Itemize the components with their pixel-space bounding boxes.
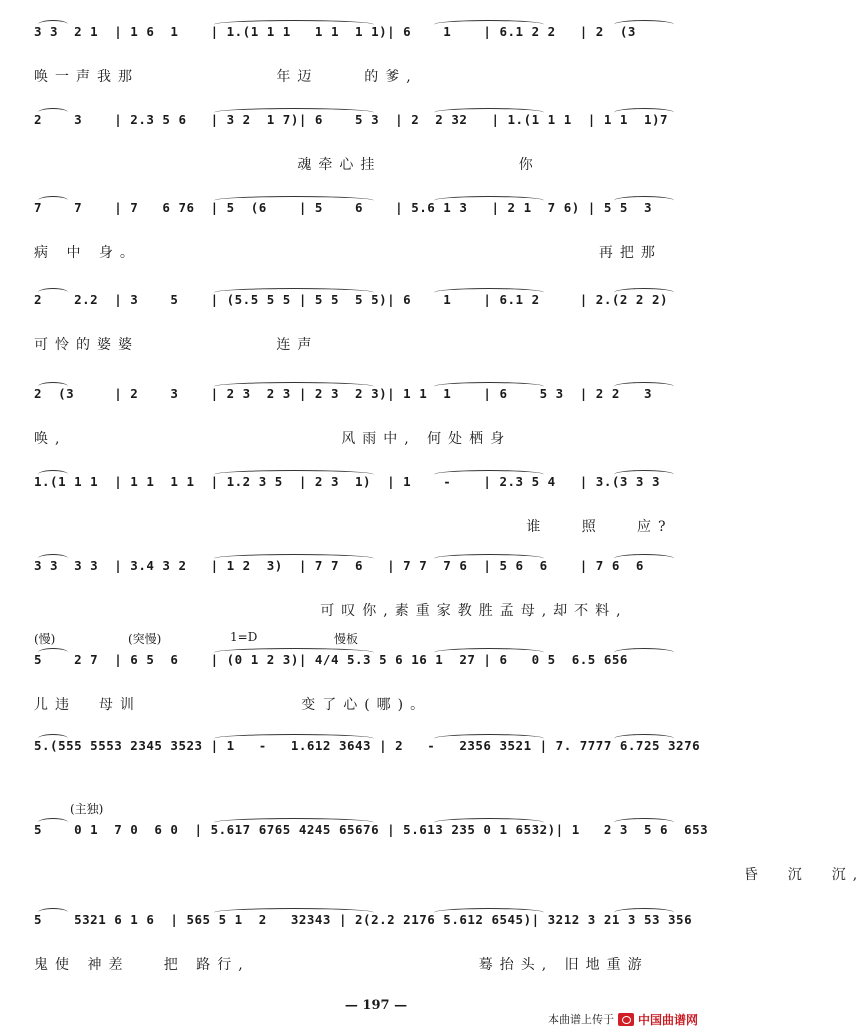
upload-credit: [548, 1010, 748, 1028]
lyrics-line: 可叹你,素重家教胜孟母,却不料,: [34, 603, 628, 619]
slur-mark: [614, 20, 674, 29]
slur-mark: [38, 648, 68, 657]
notation-line: 5 0 1 7 0 6 0 | 5.617 6765 4245 65676 | 5.613 235 0 1 6532)| 1 2 3 5 6 653: [34, 822, 709, 837]
slur-mark: [214, 470, 374, 479]
slur-mark: [214, 196, 374, 205]
slur-mark: [214, 734, 374, 743]
lyrics-line: 病 中 身。 再把那: [34, 245, 662, 261]
notation-line: 1.(1 1 1 | 1 1 1 1 | 1.2 3 5 | 2 3 1) | 1 - | 2.3 5 4 | 3.(3 3 3: [34, 474, 660, 489]
page-number: — 197 —: [344, 998, 408, 1013]
slur-mark: [214, 288, 374, 297]
slur-mark: [434, 648, 544, 657]
lyrics-line: 昏 沉 沉,: [34, 867, 864, 883]
slur-mark: [614, 554, 674, 563]
slur-mark: [214, 108, 374, 117]
slur-mark: [434, 108, 544, 117]
slur-mark: [214, 648, 374, 657]
slur-mark: [214, 382, 374, 391]
slur-mark: [214, 818, 374, 827]
tempo-marking: (突慢): [128, 632, 162, 646]
slur-mark: [614, 196, 674, 205]
slur-mark: [434, 734, 544, 743]
slur-mark: [38, 470, 68, 479]
notation-line: 7 7 | 7 6 76 | 5 (6 | 5 6 | 5.6 1 3 | 2 1 7 6) | 5 5 3: [34, 200, 652, 215]
slur-mark: [614, 734, 674, 743]
slur-mark: [434, 20, 544, 29]
notation-line: 3 3 2 1 | 1 6 1 | 1.(1 1 1 1 1 1 1)| 6 1 | 6.1 2 2 | 2 (3: [34, 24, 636, 39]
tempo-marking: (慢): [34, 632, 56, 646]
slur-mark: [614, 382, 674, 391]
lyrics-line: 可怜的婆婆 连声: [34, 337, 319, 353]
tempo-marking: (主独): [70, 802, 104, 816]
lyrics-line: 谁 照 应?: [34, 519, 673, 535]
slur-mark: [434, 470, 544, 479]
slur-mark: [38, 288, 68, 297]
slur-mark: [214, 908, 374, 917]
notation-line: 5 5321 6 1 6 | 565 5 1 2 32343 | 2(2.2 2176 5.612 6545)| 3212 3 21 3 53 356: [34, 912, 693, 927]
slur-mark: [214, 20, 374, 29]
slur-mark: [38, 20, 68, 29]
notation-line: 2 3 | 2.3 5 6 | 3 2 1 7)| 6 5 3 | 2 2 32 | 1.(1 1 1 | 1 1 1)7: [34, 112, 669, 127]
tempo-marking: 慢板: [334, 632, 359, 646]
slur-mark: [38, 382, 68, 391]
lyrics-line: 魂牵心挂 你: [34, 157, 540, 173]
site-logo-icon: [618, 1013, 634, 1026]
slur-mark: [38, 554, 68, 563]
notation-line: 5 2 7 | 6 5 6 | (0 1 2 3)| 4/4 5.3 5 6 16 1 27 | 6 0 5 6.5 656: [34, 652, 628, 667]
slur-mark: [614, 108, 674, 117]
lyrics-line: [34, 780, 728, 802]
slur-mark: [434, 908, 544, 917]
slur-mark: [614, 470, 674, 479]
slur-mark: [614, 648, 674, 657]
lyrics-line: 儿违 母训 变了心(哪)。: [34, 697, 432, 713]
slur-mark: [214, 554, 374, 563]
site-name: 中国曲谱网: [638, 1012, 699, 1027]
tempo-marking: 1=D: [230, 630, 258, 644]
slur-mark: [434, 382, 544, 391]
slur-mark: [38, 108, 68, 117]
notation-line: 2 2.2 | 3 5 | (5.5 5 5 | 5 5 5 5)| 6 1 | 6.1 2 | 2.(2 2 2): [34, 292, 669, 307]
slur-mark: [38, 818, 68, 827]
notation-line: 2 (3 | 2 3 | 2 3 2 3 | 2 3 2 3)| 1 1 1 | 6 5 3 | 2 2 3: [34, 386, 652, 401]
notation-line: 5.(555 5553 2345 3523 | 1 - 1.612 3643 | 2 - 2356 3521 | 7. 7777 6.725 3276: [34, 738, 701, 753]
slur-mark: [434, 288, 544, 297]
lyrics-line: 唤一声我那 年迈 的爹,: [34, 69, 418, 85]
credit-text: 本曲谱上传于: [548, 1013, 614, 1026]
slur-mark: [434, 196, 544, 205]
slur-mark: [434, 554, 544, 563]
slur-mark: [38, 734, 68, 743]
notation-line: 3 3 3 3 | 3.4 3 2 | 1 2 3) | 7 7 6 | 7 7 7 6 | 5 6 6 | 7 6 6: [34, 558, 644, 573]
slur-mark: [614, 818, 674, 827]
slur-mark: [614, 288, 674, 297]
slur-mark: [434, 818, 544, 827]
slur-mark: [38, 196, 68, 205]
slur-mark: [614, 908, 674, 917]
lyrics-line: 唤, 风雨中, 何处栖身: [34, 431, 512, 447]
slur-mark: [38, 908, 68, 917]
lyrics-line: 鬼使 神差 把 路行, 蓦抬头, 旧地重游: [34, 957, 649, 973]
